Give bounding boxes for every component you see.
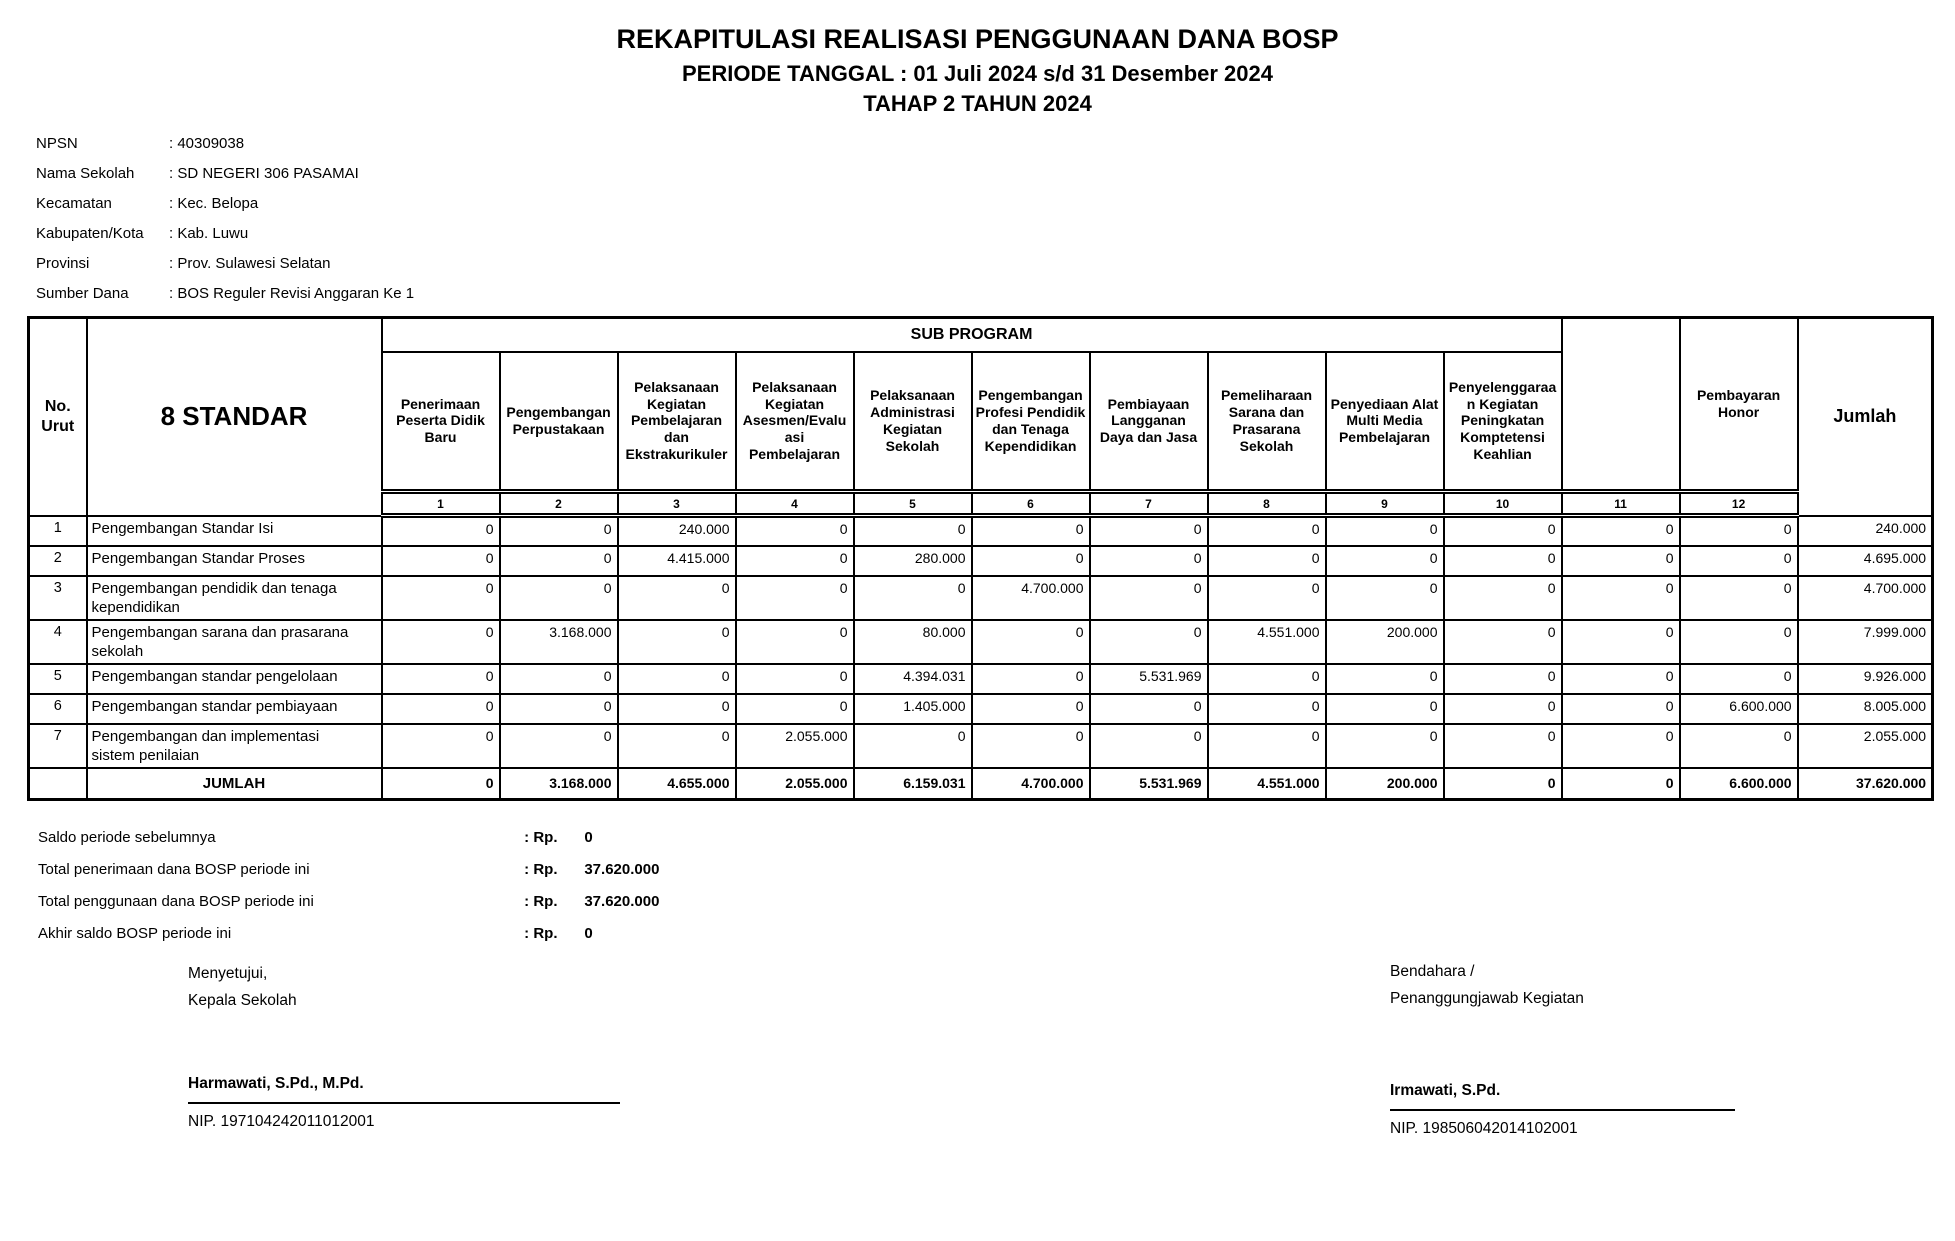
value-cell: 0 <box>1444 664 1562 694</box>
value-cell: 0 <box>1208 546 1326 576</box>
value-cell: 0 <box>1444 576 1562 620</box>
value-cell: 0 <box>618 694 736 724</box>
value-cell: 6.600.000 <box>1680 768 1798 800</box>
table-row <box>29 516 1933 546</box>
column-number-5: 5 <box>854 492 972 516</box>
value-cell: 0 <box>972 664 1090 694</box>
info-label: Kecamatan <box>36 195 112 212</box>
value-cell: 200.000 <box>1326 768 1444 800</box>
value-cell: 2.055.000 <box>736 724 854 768</box>
info-label: Provinsi <box>36 255 90 272</box>
summary-value: 0 <box>584 925 593 942</box>
value-cell: 0 <box>736 694 854 724</box>
value-cell: 0 <box>1562 576 1680 620</box>
value-cell: 0 <box>1090 620 1208 664</box>
value-cell: 0 <box>1680 620 1798 664</box>
value-cell: 0 <box>382 546 500 576</box>
sub-program-header: SUB PROGRAM <box>382 318 1562 352</box>
value-cell: 4.700.000 <box>972 768 1090 800</box>
table-header <box>29 318 1933 516</box>
value-cell: 0 <box>1208 576 1326 620</box>
standar-name-cell: Pengembangan sarana dan prasarana sekolah <box>87 620 382 664</box>
value-cell: 0 <box>1090 546 1208 576</box>
value-cell: 0 <box>972 516 1090 546</box>
table-row <box>29 694 1933 724</box>
info-row-nama-sekolah <box>36 165 1955 182</box>
table-row <box>29 620 1933 664</box>
value-cell: 0 <box>618 620 736 664</box>
row-total-cell: 9.926.000 <box>1798 664 1933 694</box>
column-number-11: 11 <box>1562 492 1680 516</box>
value-cell: 0 <box>1680 516 1798 546</box>
summary-row-akhir-saldo <box>38 925 1955 942</box>
row-number-cell: 1 <box>29 516 87 546</box>
value-cell: 4.394.031 <box>854 664 972 694</box>
value-cell: 0 <box>382 694 500 724</box>
value-cell: 0 <box>1562 546 1680 576</box>
value-cell: 200.000 <box>1326 620 1444 664</box>
standar-name-cell: Pengembangan pendidik dan tenaga kependidikan <box>87 576 382 620</box>
header-row-top <box>29 318 1933 352</box>
value-cell: 0 <box>500 516 618 546</box>
standar-name-cell: Pengembangan Standar Isi <box>87 516 382 546</box>
table-row <box>29 576 1933 620</box>
value-cell: 0 <box>382 724 500 768</box>
value-cell: 0 <box>1208 724 1326 768</box>
value-cell: 0 <box>736 516 854 546</box>
info-value: : 40309038 <box>169 135 245 152</box>
summary-row-penerimaan <box>38 861 1955 878</box>
summary-label: Total penggunaan dana BOSP periode ini <box>38 893 314 910</box>
info-label: Kabupaten/Kota <box>36 225 144 242</box>
summary-row-penggunaan <box>38 893 1955 910</box>
value-cell: 3.168.000 <box>500 768 618 800</box>
value-cell: 0 <box>382 620 500 664</box>
signature-role-line1: Bendahara / <box>1390 963 1475 980</box>
value-cell: 6.159.031 <box>854 768 972 800</box>
value-cell: 240.000 <box>618 516 736 546</box>
value-cell: 0 <box>1326 576 1444 620</box>
value-cell: 0 <box>1444 516 1562 546</box>
value-cell: 1.405.000 <box>854 694 972 724</box>
row-total-cell: 8.005.000 <box>1798 694 1933 724</box>
info-value: : SD NEGERI 306 PASAMAI <box>169 165 359 182</box>
value-cell: 0 <box>1680 664 1798 694</box>
value-cell: 0 <box>736 664 854 694</box>
value-cell: 0 <box>500 546 618 576</box>
row-number-cell: 5 <box>29 664 87 694</box>
column-header-6: Pengembangan Profesi Pendidik dan Tenaga Kependidikan <box>972 352 1090 492</box>
value-cell: 0 <box>500 724 618 768</box>
summary-value: 37.620.000 <box>584 893 660 910</box>
value-cell: 0 <box>1326 664 1444 694</box>
document-phase: TAHAP 2 TAHUN 2024 <box>863 91 1092 116</box>
value-cell: 0 <box>382 664 500 694</box>
signature-nip: NIP. 198506042014102001 <box>1390 1120 1578 1137</box>
row-number-cell: 7 <box>29 724 87 768</box>
column-number-4: 4 <box>736 492 854 516</box>
value-cell: 0 <box>972 694 1090 724</box>
value-cell: 0 <box>618 576 736 620</box>
column-header-4: Pelaksanaan Kegiatan Asesmen/Evaluasi Pembelajaran <box>736 352 854 492</box>
info-row-kecamatan <box>36 195 1955 212</box>
row-total-cell: 4.695.000 <box>1798 546 1933 576</box>
value-cell: 0 <box>1562 620 1680 664</box>
document-period: PERIODE TANGGAL : 01 Juli 2024 s/d 31 Desember 2024 <box>682 61 1273 86</box>
summary-value: 37.620.000 <box>584 861 660 878</box>
value-cell: 0 <box>1444 768 1562 800</box>
value-cell: 0 <box>736 546 854 576</box>
value-cell: 0 <box>1208 516 1326 546</box>
value-cell: 0 <box>1444 694 1562 724</box>
value-cell: 0 <box>382 576 500 620</box>
value-cell: 280.000 <box>854 546 972 576</box>
row-total-cell: 240.000 <box>1798 516 1933 546</box>
value-cell: 0 <box>1326 724 1444 768</box>
summary-prefix: : Rp. <box>524 829 558 846</box>
summary-label: Total penerimaan dana BOSP periode ini <box>38 861 310 878</box>
summary-label: Akhir saldo BOSP periode ini <box>38 925 232 942</box>
column-header-5: Pelaksanaan Administrasi Kegiatan Sekolah <box>854 352 972 492</box>
value-cell: 0 <box>972 546 1090 576</box>
value-cell: 0 <box>1562 694 1680 724</box>
value-cell: 0 <box>1680 576 1798 620</box>
no-urut-header <box>29 318 87 516</box>
value-cell: 0 <box>854 724 972 768</box>
value-cell: 0 <box>382 516 500 546</box>
column-number-9: 9 <box>1326 492 1444 516</box>
value-cell: 0 <box>382 768 500 800</box>
column-header-3: Pelaksanaan Kegiatan Pembelajaran dan Ekstrakurikuler <box>618 352 736 492</box>
bosp-recap-table <box>27 316 1934 801</box>
info-row-sumber-dana <box>36 285 1955 302</box>
signature-block-bendahara <box>1390 958 1735 1138</box>
column-number-3: 3 <box>618 492 736 516</box>
school-info <box>36 135 1955 302</box>
value-cell: 0 <box>1562 724 1680 768</box>
row-number-cell: 4 <box>29 620 87 664</box>
document-title: REKAPITULASI REALISASI PENGGUNAAN DANA BOSP <box>616 24 1339 54</box>
column-number-10: 10 <box>1444 492 1562 516</box>
table-row <box>29 546 1933 576</box>
info-label: Nama Sekolah <box>36 165 135 182</box>
row-number-cell: 3 <box>29 576 87 620</box>
column-header-9: Penyediaan Alat Multi Media Pembelajaran <box>1326 352 1444 492</box>
standar-name-cell: Pengembangan Standar Proses <box>87 546 382 576</box>
column-number-12: 12 <box>1680 492 1798 516</box>
value-cell: 0 <box>500 664 618 694</box>
value-cell: 0 <box>1444 724 1562 768</box>
column-number-6: 6 <box>972 492 1090 516</box>
row-total-cell: 4.700.000 <box>1798 576 1933 620</box>
column-header-1: Penerimaan Peserta Didik Baru <box>382 352 500 492</box>
value-cell: 0 <box>1090 576 1208 620</box>
signature-name: Irmawati, S.Pd. <box>1390 1082 1735 1111</box>
info-label: NPSN <box>36 135 78 152</box>
table-row <box>29 664 1933 694</box>
info-label: Sumber Dana <box>36 285 129 302</box>
title-block <box>0 0 1955 117</box>
row-number-cell <box>29 768 87 800</box>
table-body <box>29 516 1933 800</box>
info-row-kabupaten <box>36 225 1955 242</box>
column-number-2: 2 <box>500 492 618 516</box>
info-row-npsn <box>36 135 1955 152</box>
value-cell: 80.000 <box>854 620 972 664</box>
row-number-cell: 6 <box>29 694 87 724</box>
info-value: : Kab. Luwu <box>169 225 249 242</box>
value-cell: 0 <box>1444 546 1562 576</box>
signature-block-kepala-sekolah <box>188 960 620 1131</box>
value-cell: 0 <box>618 724 736 768</box>
value-cell: 0 <box>1090 724 1208 768</box>
value-cell: 0 <box>1090 694 1208 724</box>
standar-name-cell: JUMLAH <box>87 768 382 800</box>
column-number-7: 7 <box>1090 492 1208 516</box>
value-cell: 5.531.969 <box>1090 664 1208 694</box>
standar-name-cell: Pengembangan standar pengelolaan <box>87 664 382 694</box>
signature-name: Harmawati, S.Pd., M.Pd. <box>188 1075 620 1104</box>
value-cell: 0 <box>1680 724 1798 768</box>
standar-name-cell: Pengembangan standar pembiayaan <box>87 694 382 724</box>
value-cell: 0 <box>1444 620 1562 664</box>
value-cell: 4.655.000 <box>618 768 736 800</box>
value-cell: 0 <box>1090 516 1208 546</box>
info-value: : Prov. Sulawesi Selatan <box>169 255 331 272</box>
column-number-1: 1 <box>382 492 500 516</box>
value-cell: 0 <box>972 724 1090 768</box>
value-cell: 3.168.000 <box>500 620 618 664</box>
value-cell: 0 <box>1326 694 1444 724</box>
summary-prefix: : Rp. <box>524 893 558 910</box>
jumlah-header: Jumlah <box>1798 318 1933 516</box>
info-value: : BOS Reguler Revisi Anggaran Ke 1 <box>169 285 415 302</box>
value-cell: 0 <box>500 694 618 724</box>
value-cell: 4.551.000 <box>1208 768 1326 800</box>
column-header-8: Pemeliharaan Sarana dan Prasarana Sekolah <box>1208 352 1326 492</box>
value-cell: 0 <box>1562 664 1680 694</box>
value-cell: 0 <box>1562 516 1680 546</box>
summary-label: Saldo periode sebelumnya <box>38 829 216 846</box>
column-header-7: Pembiayaan Langganan Daya dan Jasa <box>1090 352 1208 492</box>
column-number-8: 8 <box>1208 492 1326 516</box>
value-cell: 0 <box>736 576 854 620</box>
no-header-line1: No. <box>44 397 71 415</box>
row-number-cell: 2 <box>29 546 87 576</box>
value-cell: 0 <box>618 664 736 694</box>
value-cell: 0 <box>500 576 618 620</box>
value-cell: 0 <box>1208 664 1326 694</box>
table-row <box>29 724 1933 768</box>
value-cell: 0 <box>1326 546 1444 576</box>
summary-block <box>38 829 1955 942</box>
value-cell: 0 <box>972 620 1090 664</box>
summary-prefix: : Rp. <box>524 925 558 942</box>
info-row-provinsi <box>36 255 1955 272</box>
signature-role-line2: Kepala Sekolah <box>188 992 297 1009</box>
value-cell: 6.600.000 <box>1680 694 1798 724</box>
value-cell: 0 <box>1562 768 1680 800</box>
no-header-line2: Urut <box>41 417 75 435</box>
column-header-12: Pembayaran Honor <box>1680 318 1798 492</box>
value-cell: 5.531.969 <box>1090 768 1208 800</box>
table-total-row <box>29 768 1933 800</box>
value-cell: 0 <box>854 516 972 546</box>
value-cell: 4.700.000 <box>972 576 1090 620</box>
value-cell: 4.551.000 <box>1208 620 1326 664</box>
signature-nip: NIP. 197104242011012001 <box>188 1113 375 1130</box>
value-cell: 0 <box>736 620 854 664</box>
value-cell: 0 <box>1208 694 1326 724</box>
signature-role-line1: Menyetujui, <box>188 965 268 982</box>
standar-name-cell: Pengembangan dan implementasi sistem penilaian <box>87 724 382 768</box>
value-cell: 2.055.000 <box>736 768 854 800</box>
row-total-cell: 7.999.000 <box>1798 620 1933 664</box>
column-header-2: Pengembangan Perpustakaan <box>500 352 618 492</box>
summary-row-saldo-sebelumnya <box>38 829 1955 846</box>
row-total-cell: 2.055.000 <box>1798 724 1933 768</box>
summary-value: 0 <box>584 829 593 846</box>
info-value: : Kec. Belopa <box>169 195 259 212</box>
row-total-cell: 37.620.000 <box>1798 768 1933 800</box>
value-cell: 0 <box>854 576 972 620</box>
value-cell: 0 <box>1326 516 1444 546</box>
signature-role-line2: Penanggungjawab Kegiatan <box>1390 990 1584 1007</box>
column-header-10: Penyelenggaraan Kegiatan Peningkatan Komptetensi Keahlian <box>1444 352 1562 492</box>
standar-header: 8 STANDAR <box>87 318 382 516</box>
value-cell: 0 <box>1680 546 1798 576</box>
value-cell: 4.415.000 <box>618 546 736 576</box>
column-header-11 <box>1562 318 1680 492</box>
summary-prefix: : Rp. <box>524 861 558 878</box>
